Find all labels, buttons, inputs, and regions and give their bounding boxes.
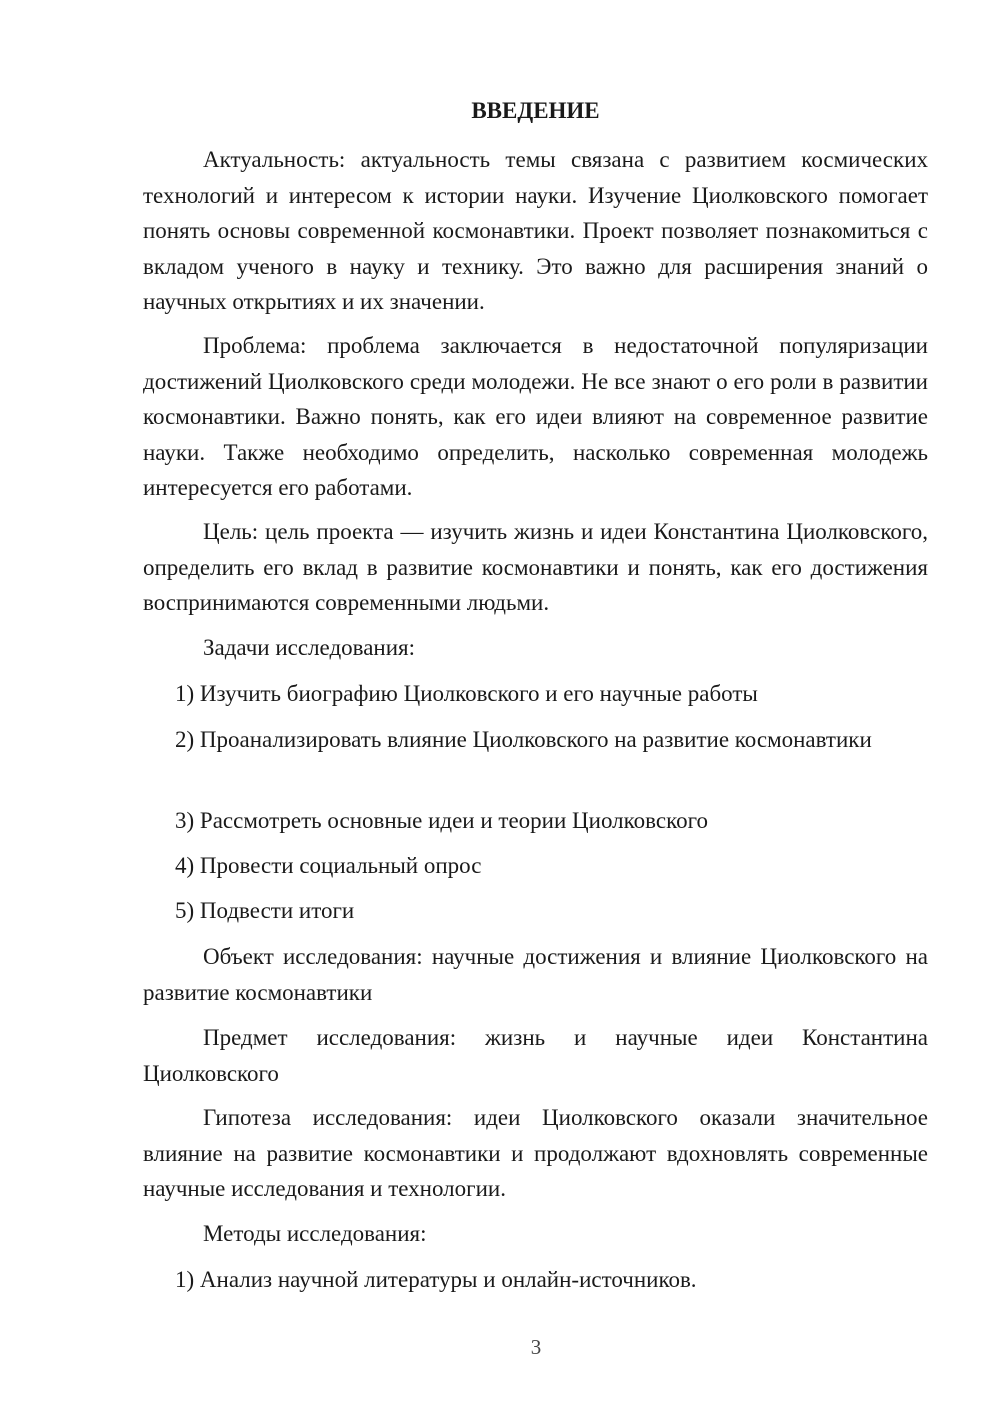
paragraph-hypothesis: Гипотеза исследования: идеи Циолковского оказали значительное влияние на развитие космонавтики и продолжают вдохновлять современные научные исследования и технологии. [143, 1105, 928, 1202]
list-item-task-3: 3) Рассмотреть основные идеи и теории Циолковского [175, 808, 708, 833]
list-item-task-2: 2) Проанализировать влияние Циолковского на развитие космонавтики [175, 727, 872, 752]
paragraph-tasks-heading: Задачи исследования: [203, 635, 416, 660]
list-item-task-4: 4) Провести социальный опрос [175, 853, 482, 878]
section-title: ВВЕДЕНИЕ [471, 98, 600, 123]
paragraph-object: Объект исследования: научные достижения и влияние Циолковского на развитие космонавтики [143, 944, 928, 1005]
paragraph-goal: Цель: цель проекта — изучить жизнь и идеи Константина Циолковского, определить его вклад в развитие космонавтики и понять, как его достижения воспринимаются современными людьми. [143, 519, 928, 616]
list-item-task-5: 5) Подвести итоги [175, 898, 355, 923]
paragraph-problem: Проблема: проблема заключается в недостаточной популяризации достижений Циолковского среди молодежи. Не все знают о его роли в развитии космонавтики. Важно понять, как его идеи влияют на современное развитие науки. Также необходимо определить, насколько современная молодежь интересуется его работами. [143, 333, 928, 501]
list-item-method-1: 1) Анализ научной литературы и онлайн-источников. [175, 1267, 697, 1292]
paragraph-methods-heading: Методы исследования: [203, 1221, 427, 1246]
paragraph-relevance: Актуальность: актуальность темы связана с развитием космических технологий и интересом к истории науки. Изучение Циолковского помогает понять основы современной космонавтики. Проект позволяет познакомиться с вкладом ученого в науку и технику. Это важно для расширения знаний о научных открытиях и их значении. [143, 147, 928, 315]
page-number: 3 [530, 1335, 542, 1359]
list-item-task-1: 1) Изучить биографию Циолковского и его научные работы [175, 681, 758, 706]
paragraph-subject: Предмет исследования: жизнь и научные идеи Константина Циолковского [143, 1025, 928, 1086]
